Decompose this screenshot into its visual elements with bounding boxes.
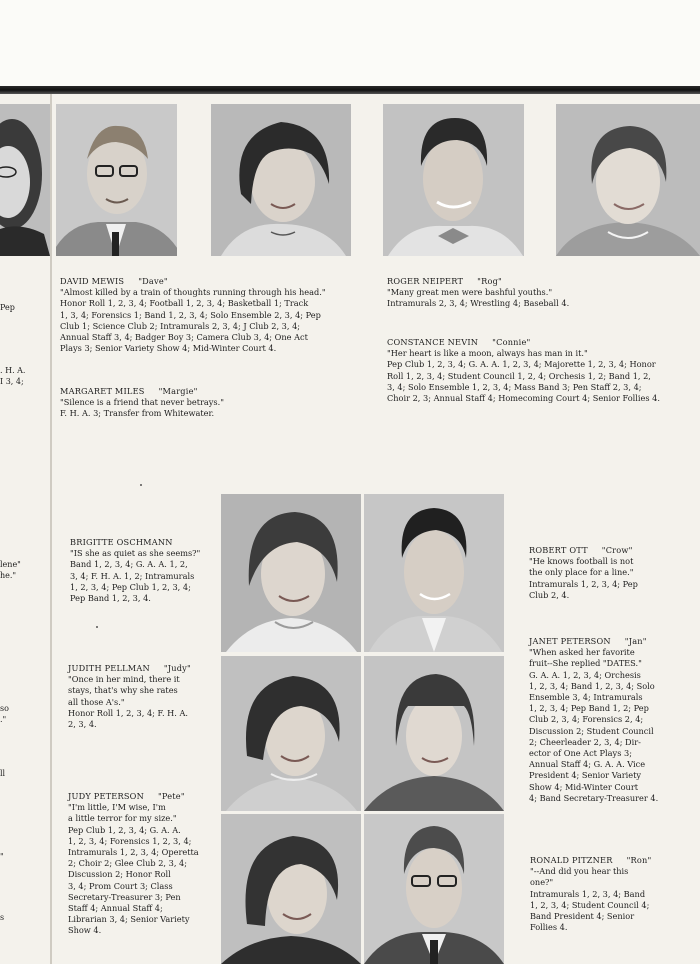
student-quote: "I'm little, I'M wise, I'm a little terror for my size." xyxy=(68,802,177,824)
student-nickname: "Connie" xyxy=(492,337,531,347)
student-name: JUDY PETERSON "Pete" xyxy=(68,791,185,801)
page-top-margin xyxy=(0,0,700,86)
portrait-photo xyxy=(221,814,361,964)
student-quote: "Almost killed by a train of thoughts running through his head." xyxy=(60,287,326,298)
portrait-photo xyxy=(211,104,351,256)
student-activities: Pep Club 1, 2, 3, 4; G. A. A. 1, 2, 3, 4; Majorette 1, 2, 3, 4; Honor Roll 1, 2, 3, 4; Student Council 1, 2, 4; Orchesis 1, 2; Band 1, 2, 3, 4; Solo Ensemble 1, 2, 3, 4; Mass Band 3; Pen Staff 2, 3, 4; Choir 2, 3; Annual Staff 4; Homecoming Court 4; Senior Follies 4. xyxy=(387,359,660,404)
student-bio xyxy=(60,386,360,420)
student-nickname: "Judy" xyxy=(163,663,191,673)
portrait-photo xyxy=(364,494,504,652)
student-bio xyxy=(387,276,687,310)
page-gutter xyxy=(50,94,52,964)
student-quote: "Her heart is like a moon, always has man in it." xyxy=(387,348,588,359)
student-nickname: "Jan" xyxy=(624,636,647,646)
left-edge-text: so ." xyxy=(0,704,9,724)
student-bio xyxy=(529,545,694,601)
student-activities: Intramurals 2, 3, 4; Wrestling 4; Baseball 4. xyxy=(387,298,570,309)
student-activities: Intramurals 1, 2, 3, 4; Band 1, 2, 3, 4; Student Council 4; Band President 4; Senior Follies 4. xyxy=(530,888,650,933)
student-name: BRIGITTE OSCHMANN xyxy=(70,537,173,547)
student-quote: "When asked her favorite fruit--She replied "DATES." xyxy=(529,647,642,669)
student-activities: Honor Roll 1, 2, 3, 4; Football 1, 2, 3, 4; Basketball 1; Track 1, 3, 4; Forensics 1; Band 1, 2, 3, 4; Solo Ensemble 2, 3, 4; Pep Club 1; Science Club 2; Intramurals 2, 3, 4; J Club 2, 3, 4; Annual Staff 3, 4; Badger Boy 3; Camera Club 3, 4; One Act Plays 3; Senior Variety Show 4; Mid-Winter Court 4. xyxy=(60,298,321,354)
student-bio xyxy=(68,791,218,937)
student-quote: "Many great men were bashful youths." xyxy=(387,287,553,298)
student-nickname: "Rog" xyxy=(477,276,502,286)
student-name: JANET PETERSON "Jan" xyxy=(529,636,647,646)
print-speck xyxy=(140,484,142,486)
student-bio xyxy=(529,636,694,804)
student-quote: "He knows football is not the only place for a line." xyxy=(529,556,634,578)
student-bio xyxy=(68,663,218,730)
portrait-photo xyxy=(364,656,504,811)
print-speck xyxy=(96,626,98,628)
left-edge-text: lene" he." xyxy=(0,560,21,580)
student-quote: "Silence is a friend that never betrays." xyxy=(60,397,225,408)
student-nickname: "Dave" xyxy=(138,276,168,286)
portrait-photo xyxy=(383,104,524,256)
student-quote: "Once in her mind, there it stays, that's why she rates all those A's." xyxy=(68,674,180,707)
student-name: ROBERT OTT "Crow" xyxy=(529,545,633,555)
student-name: CONSTANCE NEVIN "Connie" xyxy=(387,337,531,347)
student-bio xyxy=(387,337,687,404)
student-name: MARGARET MILES "Margie" xyxy=(60,386,198,396)
binding-rule xyxy=(0,86,700,94)
student-bio xyxy=(60,276,360,354)
student-activities: F. H. A. 3; Transfer from Whitewater. xyxy=(60,408,215,419)
portrait-photo xyxy=(221,494,361,652)
student-quote: "IS she as quiet as she seems?" xyxy=(70,548,201,559)
student-nickname: "Ron" xyxy=(626,855,652,865)
portrait-photo xyxy=(556,104,700,256)
portrait-photo xyxy=(364,814,504,964)
student-activities: Intramurals 1, 2, 3, 4; Pep Club 2, 4. xyxy=(529,578,638,600)
student-nickname: "Pete" xyxy=(157,791,185,801)
portrait-photo xyxy=(221,656,361,811)
student-name: JUDITH PELLMAN "Judy" xyxy=(68,663,191,673)
student-bio xyxy=(70,537,220,604)
portrait-photo xyxy=(0,104,50,256)
left-edge-text: s xyxy=(0,913,5,922)
student-activities: Pep Club 1, 2, 3, 4; G. A. A. 1, 2, 3, 4; Forensics 1, 2, 3, 4; Intramurals 1, 2, 3, 4; Operetta 2; Choir 2; Glee Club 2, 3, 4; Discussion 2; Honor Roll 3, 4; Prom Court 3; Class Secretary-Treasurer 3; Pen Staff 4; Annual Staff 4; Librarian 3, 4; Senior Variety Show 4. xyxy=(68,824,199,936)
student-nickname: "Crow" xyxy=(601,545,633,555)
student-name: ROGER NEIPERT "Rog" xyxy=(387,276,502,286)
portrait-photo xyxy=(56,104,177,256)
student-nickname: "Margie" xyxy=(158,386,198,396)
left-edge-text: ll xyxy=(0,769,6,778)
left-edge-text: " xyxy=(0,852,4,861)
student-activities: Band 1, 2, 3, 4; G. A. A. 1, 2, 3, 4; F. H. A. 1, 2; Intramurals 1, 2, 3, 4; Pep Club 1, 2, 3, 4; Pep Band 1, 2, 3, 4. xyxy=(70,559,195,604)
left-edge-text: Pep xyxy=(0,303,15,312)
student-activities: G. A. A. 1, 2, 3, 4; Orchesis 1, 2, 3, 4; Band 1, 2, 3, 4; Solo Ensemble 3, 4; Intramurals 1, 2, 3, 4; Pep Band 1, 2; Pep Club 2, 3, 4; Forensics 2, 4; Discussion 2; Student Council 2; Cheerleader 2, 3, 4; Dir- ector of One Act Plays 3; Annual Staff 4; G. A. A. Vice President 4; Senior Variety Show 4; Mid-Winter Court 4; Band Secretary-Treasurer 4. xyxy=(529,669,659,803)
student-name: DAVID MEWIS "Dave" xyxy=(60,276,168,286)
student-name: RONALD PITZNER "Ron" xyxy=(530,855,652,865)
student-bio xyxy=(530,855,695,933)
left-edge-text: . H. A. I 3, 4; xyxy=(0,366,26,386)
student-activities: Honor Roll 1, 2, 3, 4; F. H. A. 2, 3, 4. xyxy=(68,707,189,730)
student-quote: "--And did you hear this one?" xyxy=(530,866,629,888)
